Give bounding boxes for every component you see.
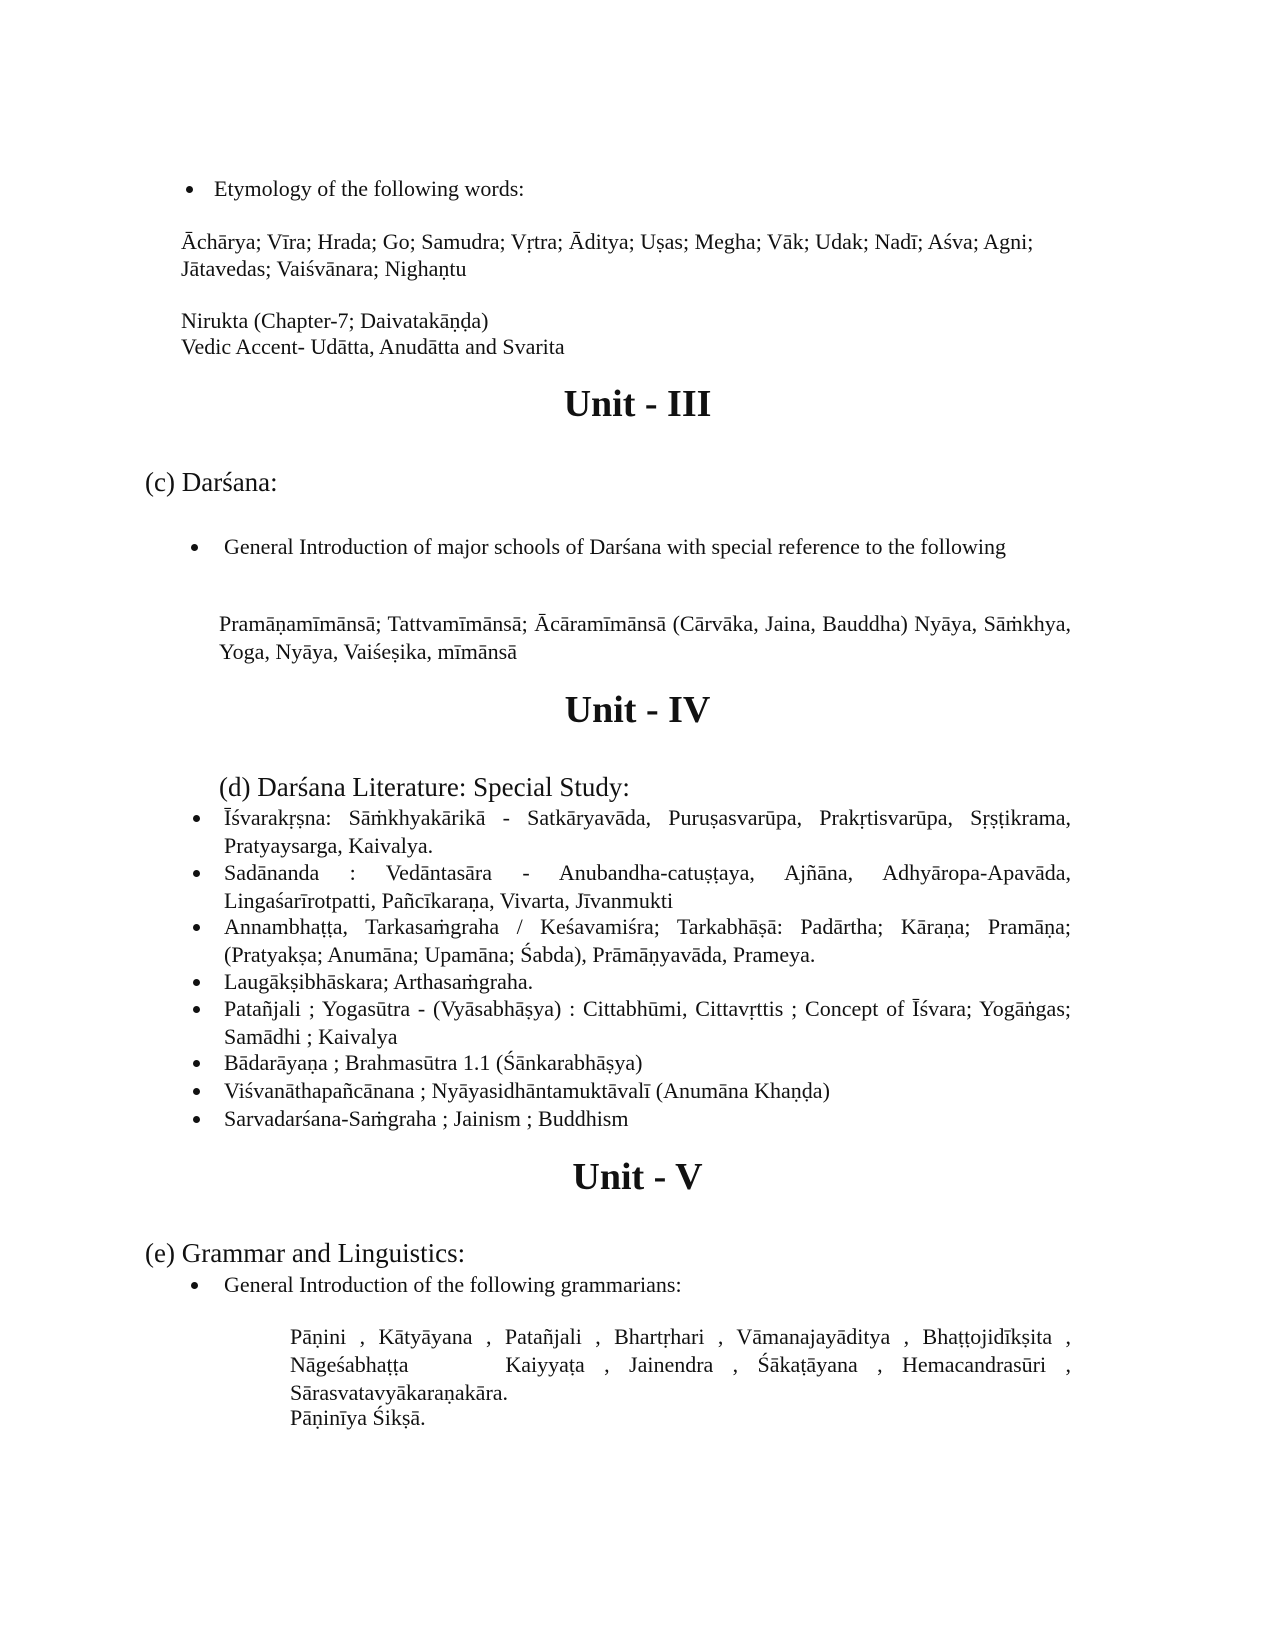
unit-4-heading: Unit - IV — [564, 689, 711, 731]
etymology-bullet-text: Etymology of the following words: — [214, 176, 525, 201]
bullet-dot — [193, 870, 200, 877]
vedic-accent-line: Vedic Accent- Udātta, Anudātta and Svarita — [181, 334, 565, 359]
etymology-words-line2: Jātavedas; Vaiśvānara; Nighaṇtu — [181, 256, 467, 281]
paniniya-siksa-line: Pāṇinīya Śikṣā. — [290, 1405, 426, 1430]
bullet-dot — [191, 1282, 198, 1289]
list-item — [185, 968, 1071, 995]
list-item-text: Bādarāyaṇa ; Brahmasūtra 1.1 (Śānkarabhāṣya) — [224, 1050, 643, 1075]
darsana-literature-list — [185, 804, 1071, 1133]
unit-5-heading: Unit - V — [572, 1156, 703, 1198]
bullet-dot — [186, 186, 193, 193]
list-item-text: Annambhaṭṭa, Tarkasaṁgraha / Keśavamiśra; Tarkabhāṣā: Padārtha; Kāraṇa; Pramāṇa; (Pratyakṣa; Anumāna; Upamāna; Śabda), Prāmāṇyavāda, Prameya. — [224, 914, 1071, 967]
list-item-text: Patañjali ; Yogasūtra - (Vyāsabhāṣya) : Cittabhūmi, Cittavṛttis ; Concept of Īśvara; Yogāṅgas; Samādhi ; Kaivalya — [224, 996, 1071, 1049]
grammarians-paragraph: Pāṇini , Kātyāyana , Patañjali , Bhartṛhari , Vāmanajayāditya , Bhaṭṭojidīkṣita , Nāgeśabhaṭṭa Kaiyyaṭa , Jainendra , Śākaṭāyana , Hemacandrasūri , Sārasvatavyākaraṇakāra. — [290, 1324, 1077, 1405]
list-item — [185, 1105, 1071, 1133]
bullet-dot — [193, 1088, 200, 1095]
list-item — [185, 913, 1071, 968]
section-d-darsana-literature: (d) Darśana Literature: Special Study: — [219, 772, 630, 802]
bullet-dot — [193, 1006, 200, 1013]
bullet-dot — [193, 1116, 200, 1123]
list-item-text: Viśvanāthapañcānana ; Nyāyasidhāntamuktāvalī (Anumāna Khaṇḍa) — [224, 1078, 830, 1103]
bullet-dot — [193, 1060, 200, 1067]
bullet-dot — [193, 924, 200, 931]
bullet-dot — [191, 544, 198, 551]
unit-3-heading: Unit - III — [563, 383, 712, 425]
grammarians-bullet-text: General Introduction of the following grammarians: — [224, 1272, 682, 1297]
list-item-text: Īśvarakṛṣna: Sāṁkhyakārikā - Satkāryavāda, Puruṣasvarūpa, Prakṛtisvarūpa, Sṛṣṭikrama, Pratyaysarga, Kaivalya. — [224, 805, 1071, 858]
bullet-dot — [193, 979, 200, 986]
section-e-grammar: (e) Grammar and Linguistics: — [145, 1238, 466, 1268]
list-item-text: Laugākṣibhāskara; Arthasaṁgraha. — [224, 969, 534, 994]
etymology-words-line1: Āchārya; Vīra; Hrada; Go; Samudra; Vṛtra; Āditya; Uṣas; Megha; Vāk; Udak; Nadī; Aśva; Agni; — [181, 229, 1034, 254]
list-item — [185, 804, 1071, 859]
list-item-text: Sarvadarśana-Saṁgraha ; Jainism ; Buddhism — [224, 1106, 629, 1131]
list-item — [185, 1077, 1071, 1105]
list-item-text: Sadānanda : Vedāntasāra - Anubandha-catuṣṭaya, Ajñāna, Adhyāropa-Apavāda, Lingaśarīrotpatti, Pañcīkaraṇa, Vivarta, Jīvanmukti — [224, 860, 1071, 913]
darsana-schools-paragraph: Pramāṇamīmānsā; Tattvamīmānsā; Ācāramīmānsā (Cārvāka, Jaina, Bauddha) Nyāya, Sāṁkhya, Yoga, Nyāya, Vaiśeṣika, mīmānsā — [219, 611, 1071, 664]
bullet-dot — [193, 815, 200, 822]
nirukta-line: Nirukta (Chapter-7; Daivatakāṇḍa) — [181, 308, 489, 333]
list-item — [185, 859, 1071, 913]
darsana-bullet-text: General Introduction of major schools of Darśana with special reference to the following — [224, 534, 1006, 559]
section-c-darsana: (c) Darśana: — [145, 467, 278, 497]
list-item — [185, 1049, 1071, 1077]
list-item — [185, 995, 1071, 1049]
